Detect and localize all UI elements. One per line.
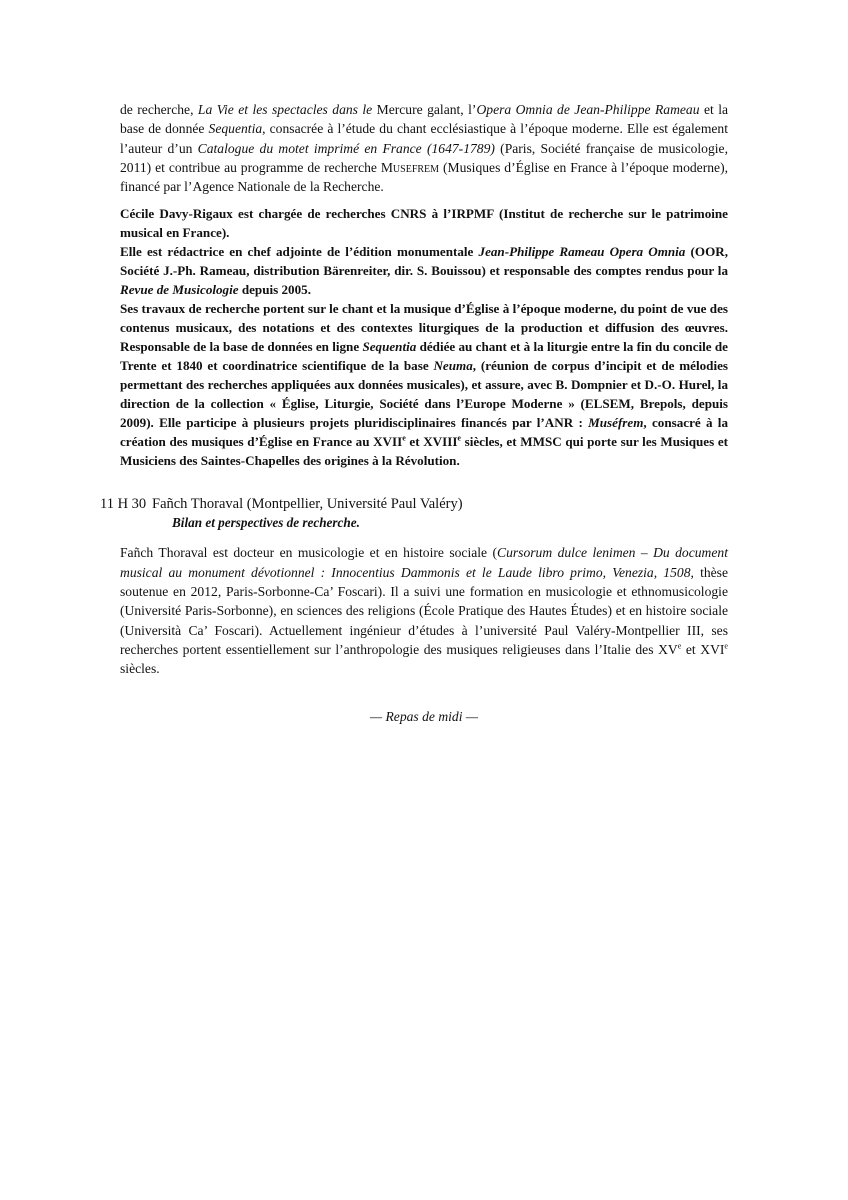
- title-italic: La Vie et les spectacles dans le: [197, 102, 373, 117]
- title-italic: Opera Omnia de Jean-Philippe Rameau: [476, 102, 700, 117]
- document-page: [100, 100, 729, 725]
- bio-thoraval: [120, 543, 728, 678]
- title-italic: Muséfrem: [588, 415, 644, 431]
- program-slot: [100, 496, 728, 513]
- program-name: Musefrem: [380, 159, 440, 175]
- text: Elle est rédactrice en chef adjointe de l’édition monumentale: [120, 244, 479, 260]
- title-italic: Neuma: [433, 358, 473, 374]
- lunch-break: — Repas de midi —: [370, 708, 478, 724]
- text: (Paris, Société française de musicologie, 2011) et contribue au programme de recherche: [120, 140, 728, 175]
- title-italic: Revue de Musicologie: [120, 282, 239, 298]
- text: siècles.: [120, 661, 160, 677]
- bio-paragraph: [120, 242, 728, 299]
- text: , thèse soutenue en 2012, Paris-Sorbonne-Ca’ Foscari). Il a suivi une formation en musicologie et ethnomusicologie (Université Paris-Sorbonne), en sciences des religions (École Pratique des Hautes Études) et en histoire sociale (Università Ca’ Foscari). Actuellement ingénieur d’études à l’université Paul Valéry-Montpellier III, ses recherches portent essentiellement sur l’anthropologie des musiques religieuses dans l’Italie des XV: [120, 564, 728, 657]
- text: , consacré à la création des musiques d’Église en France au XVII: [120, 415, 728, 450]
- thesis-title: Cursorum dulce lenimen – Du document musical au monument dévotionnel : Innocentius Dammonis et le Laude libro primo, Venezia, 1508: [120, 545, 728, 580]
- text: , (réunion de corpus d’incipit et de mélodies permettant des recherches appliquées aux données musicales), et assure, avec B. Dompnier et D.-O. Hurel, la direction de la collection « Église, Liturgie, Société dans l’Europe Moderne » (ELSEM, Brepols, depuis 2009). Elle participe à plusieurs projets pluridisciplinaires financés par l’ANR :: [120, 358, 728, 431]
- superscript: e: [402, 434, 406, 444]
- text: siècles, et MMSC qui porte sur les Musiques et Musiciens des Saintes-Chapelles des origines à la Révolution.: [120, 434, 729, 469]
- text: de recherche,: [120, 102, 198, 117]
- superscript: e: [724, 641, 728, 651]
- title-italic: Sequentia: [208, 121, 263, 137]
- title-italic: Catalogue du motet imprimé en France (1647-1789): [197, 140, 495, 156]
- title-italic: Sequentia: [362, 339, 417, 355]
- bio-davy-rigaux: [120, 204, 728, 470]
- slot-speaker: Fañch Thoraval (Montpellier, Université Paul Valéry): [152, 496, 463, 513]
- text: et XVIII: [405, 434, 458, 450]
- text: , consacrée à l’étude du chant ecclésiastique à l’époque moderne. Elle est également l’auteur d’un: [120, 121, 728, 156]
- text: et XVI: [681, 641, 725, 657]
- talk-title: Bilan et perspectives de recherche.: [172, 515, 360, 531]
- text: et la base de donnée: [120, 102, 729, 137]
- superscript: e: [677, 641, 682, 651]
- text: (Musiques d’Église en France à l’époque moderne), financé par l’Agence Nationale de la Recherche.: [120, 159, 728, 195]
- title-italic: Jean-Philippe Rameau Opera Omnia: [478, 244, 686, 260]
- slot-time: 11 H 30: [100, 496, 147, 513]
- text: depuis 2005.: [238, 282, 311, 298]
- bio-paragraph: Cécile Davy-Rigaux est chargée de recherches CNRS à l’IRPMF (Institut de recherche sur le patrimoine musical en France).: [120, 206, 728, 241]
- text: Mercure galant, l’: [372, 102, 477, 117]
- text: (OOR, Société J.-Ph. Rameau, distribution Bärenreiter, dir. S. Bouissou) et responsable des comptes rendus pour la: [120, 244, 728, 279]
- intro-paragraph: [120, 100, 728, 196]
- bio-paragraph: [120, 299, 728, 470]
- text: dédiée au chant et à la liturgie entre la fin du concile de Trente et 1840 et coordinatrice scientifique de la base: [120, 339, 728, 374]
- superscript: e: [457, 434, 461, 444]
- text: Ses travaux de recherche portent sur le chant et la musique d’Église à l’époque moderne, du point de vue des contenus musicaux, des notations et des contextes liturgiques de la production et diffusion des œuvres. Responsable de la base de données en ligne: [120, 301, 728, 355]
- text: Fañch Thoraval est docteur en musicologie et en histoire sociale (: [120, 545, 498, 561]
